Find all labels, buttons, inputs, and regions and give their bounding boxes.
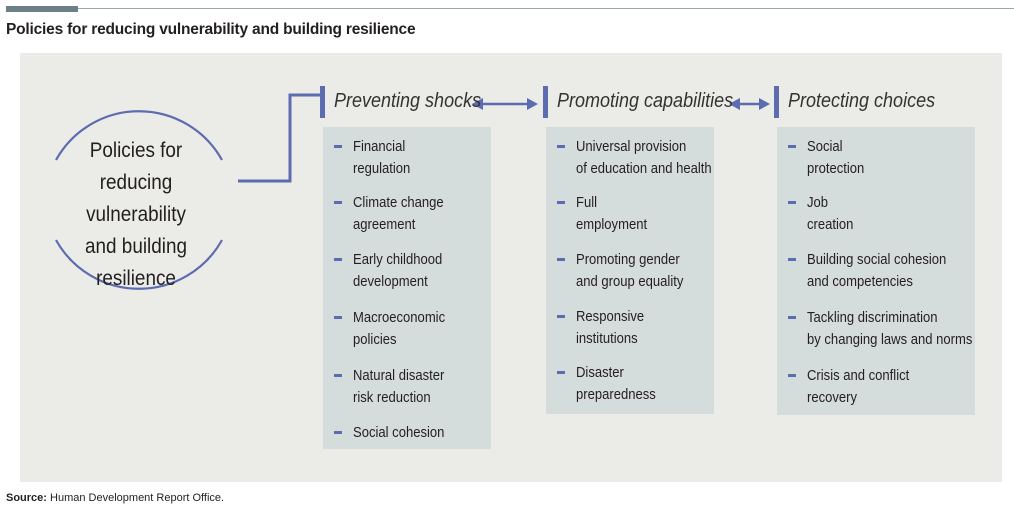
source-text: Human Development Report Office.	[50, 492, 225, 504]
item-line: and group equality	[576, 274, 684, 290]
item-line: preparedness	[576, 387, 656, 403]
item-line: Social cohesion	[353, 425, 445, 441]
category-bar-1	[320, 86, 325, 118]
list-item	[777, 136, 975, 180]
center-label-line: and building resilience	[85, 235, 187, 290]
item-line: recovery	[807, 390, 858, 406]
center-label-line: Policies for	[89, 139, 183, 162]
item-line: of education and health	[576, 161, 712, 177]
list-item	[777, 365, 975, 409]
list-item	[546, 136, 714, 180]
list-item	[323, 192, 491, 236]
bullet-icon	[788, 316, 796, 319]
bullet-icon	[557, 371, 565, 374]
bullet-icon	[557, 315, 565, 318]
category-title-protecting-choices: Protecting choices	[788, 90, 936, 112]
bullet-icon	[334, 145, 342, 148]
source-label: Source:	[6, 492, 47, 504]
list-item	[323, 422, 491, 444]
bullet-icon	[334, 201, 342, 204]
figure-title: Policies for reducing vulnerability and building resilience	[6, 21, 416, 38]
list-item	[323, 136, 491, 180]
item-line: Job	[807, 195, 829, 211]
category-box-protecting-choices	[777, 127, 975, 415]
item-line: Promoting gender	[576, 252, 680, 268]
source-note	[6, 492, 224, 504]
center-label	[48, 135, 224, 295]
item-line: Disaster	[576, 365, 624, 381]
item-line: policies	[353, 332, 397, 348]
bullet-icon	[788, 374, 796, 377]
list-item	[323, 365, 491, 409]
list-item	[546, 362, 714, 406]
double-arrow-1	[472, 98, 538, 110]
bullet-icon	[334, 316, 342, 319]
bullet-icon	[788, 201, 796, 204]
list-item	[546, 249, 714, 293]
item-line: Early childhood	[353, 252, 443, 268]
double-arrow-2	[729, 98, 770, 110]
item-line: creation	[807, 217, 854, 233]
connector-line	[238, 95, 323, 181]
list-item	[323, 307, 491, 351]
item-line: and competencies	[807, 274, 913, 290]
bullet-icon	[334, 374, 342, 377]
item-line: regulation	[353, 161, 411, 177]
bullet-icon	[557, 201, 565, 204]
item-line: protection	[807, 161, 865, 177]
list-item	[323, 249, 491, 293]
list-item	[777, 307, 975, 351]
category-title-promoting-capabilities: Promoting capabilities	[557, 90, 734, 112]
bullet-icon	[334, 258, 342, 261]
bullet-icon	[788, 145, 796, 148]
category-bar-2	[543, 86, 548, 118]
item-line: institutions	[576, 331, 638, 347]
item-line: development	[353, 274, 428, 290]
bullet-icon	[788, 258, 796, 261]
bullet-icon	[334, 431, 342, 434]
item-line: Full	[576, 195, 598, 211]
item-line: Universal provision	[576, 139, 687, 155]
category-bar-3	[774, 86, 779, 118]
item-line: by changing laws and norms	[807, 332, 973, 348]
item-line: agreement	[353, 217, 416, 233]
category-box-preventing-shocks	[323, 127, 491, 449]
item-line: Financial	[353, 139, 406, 155]
item-line: Social	[807, 139, 843, 155]
item-line: Climate change	[353, 195, 444, 211]
list-item	[546, 306, 714, 350]
center-label-line: reducing vulnerability	[86, 171, 186, 226]
bullet-icon	[557, 258, 565, 261]
category-title-preventing-shocks: Preventing shocks	[334, 90, 482, 112]
item-line: Natural disaster	[353, 368, 445, 384]
list-item	[546, 192, 714, 236]
list-item	[777, 192, 975, 236]
item-line: employment	[576, 217, 648, 233]
item-line: Responsive	[576, 309, 645, 325]
item-line: Building social cohesion	[807, 252, 947, 268]
category-box-promoting-capabilities	[546, 127, 714, 414]
item-line: Crisis and conflict	[807, 368, 910, 384]
bullet-icon	[557, 145, 565, 148]
item-line: Tackling discrimination	[807, 310, 938, 326]
list-item	[777, 249, 975, 293]
item-line: Macroeconomic	[353, 310, 446, 326]
item-line: risk reduction	[353, 390, 431, 406]
